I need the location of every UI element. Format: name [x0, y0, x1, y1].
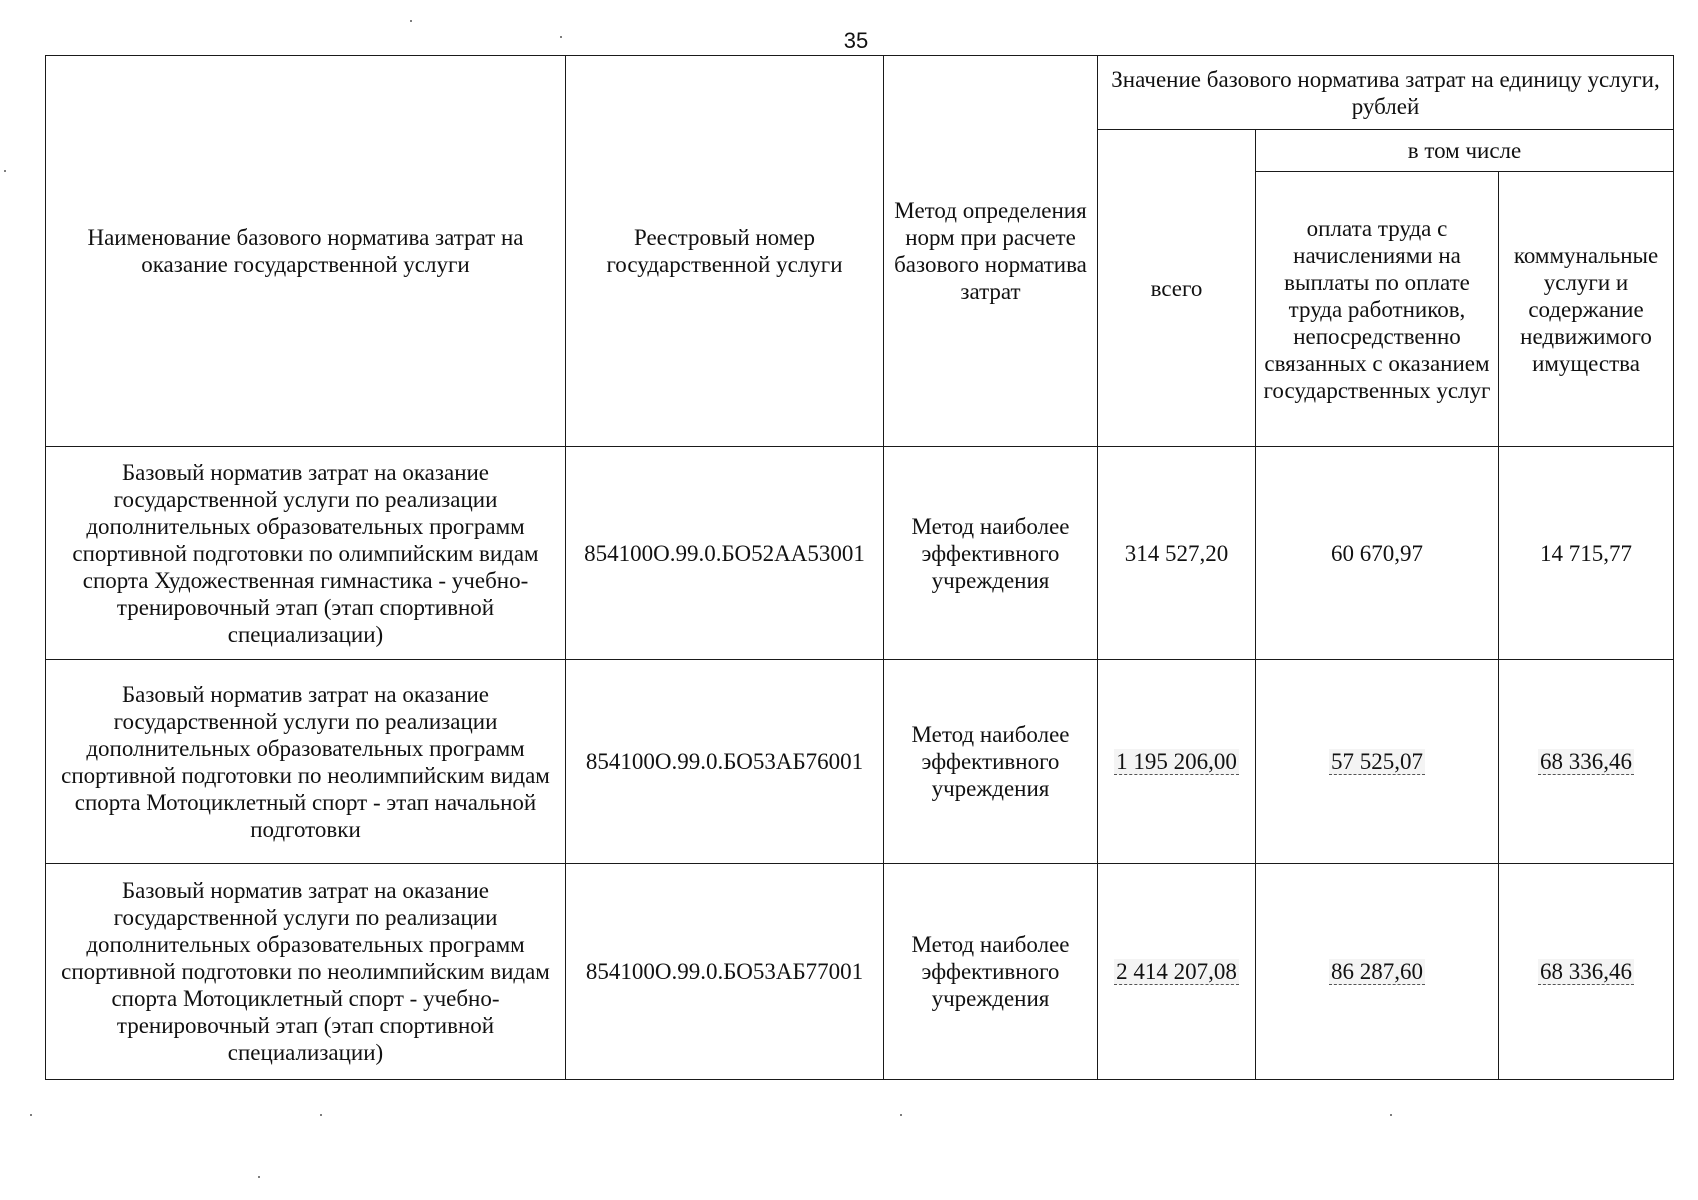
- cell-total: [1098, 864, 1256, 1080]
- header-registry-number: Реестровый номер государственной услуги: [566, 56, 884, 447]
- cell-registry-number: 854100О.99.0.БО53АБ77001: [566, 864, 884, 1080]
- cell-total: [1098, 447, 1256, 660]
- header-total: всего: [1098, 130, 1256, 447]
- scan-speck: [560, 36, 562, 38]
- cell-utilities: [1499, 660, 1674, 864]
- cell-method: Метод наиболее эффективного учреждения: [884, 864, 1098, 1080]
- header-value-group: Значение базового норматива затрат на единицу услуги, рублей: [1098, 56, 1674, 130]
- value-total: 314 527,20: [1124, 540, 1229, 566]
- scan-speck: [30, 1114, 32, 1116]
- cell-salary: [1256, 447, 1499, 660]
- scan-speck: [900, 1114, 902, 1116]
- cell-name: Базовый норматив затрат на оказание государственной услуги по реализации дополнительных образовательных программ спортивной подготовки по неолимпийским видам спорта Мотоциклетный спорт - учебно-тренировочный этап (этап спортивной специализации): [46, 864, 566, 1080]
- table-row: [46, 864, 1674, 1080]
- value-utilities: 68 336,46: [1540, 749, 1632, 774]
- cell-registry-number: 854100О.99.0.БО52АА53001: [566, 447, 884, 660]
- scan-speck: [320, 1114, 322, 1116]
- cell-name: Базовый норматив затрат на оказание государственной услуги по реализации дополнительных образовательных программ спортивной подготовки по олимпийским видам спорта Художественная гимнастика - учебно-тренировочный этап (этап спортивной специализации): [46, 447, 566, 660]
- scan-speck: [4, 170, 6, 172]
- cell-method: Метод наиболее эффективного учреждения: [884, 447, 1098, 660]
- scan-speck: [1390, 1114, 1392, 1116]
- cell-utilities: [1499, 447, 1674, 660]
- value-total: 1 195 206,00: [1116, 749, 1237, 774]
- cell-salary: [1256, 864, 1499, 1080]
- value-utilities: 14 715,77: [1540, 540, 1632, 566]
- header-name: Наименование базового норматива затрат на оказание государственной услуги: [46, 56, 566, 447]
- cell-registry-number: 854100О.99.0.БО53АБ76001: [566, 660, 884, 864]
- cell-utilities: [1499, 864, 1674, 1080]
- table-row: [46, 447, 1674, 660]
- cost-norms-table: [45, 55, 1674, 1080]
- cell-total: [1098, 660, 1256, 864]
- header-including: в том числе: [1256, 130, 1674, 172]
- header-salary: оплата труда с начислениями на выплаты по оплате труда работников, непосредственно связанных с оказанием государственных услуг: [1256, 172, 1499, 447]
- value-salary: 57 525,07: [1331, 749, 1423, 774]
- header-utilities: коммунальные услуги и содержание недвижимого имущества: [1499, 172, 1674, 447]
- value-utilities: 68 336,46: [1540, 959, 1632, 984]
- cell-name: Базовый норматив затрат на оказание государственной услуги по реализации дополнительных образовательных программ спортивной подготовки по неолимпийским видам спорта Мотоциклетный спорт - этап начальной подготовки: [46, 660, 566, 864]
- cell-method: Метод наиболее эффективного учреждения: [884, 660, 1098, 864]
- scan-speck: [410, 20, 412, 22]
- header-row: [46, 56, 1674, 130]
- page-number: 35: [843, 28, 869, 53]
- value-salary: 60 670,97: [1331, 540, 1423, 566]
- table-row: [46, 660, 1674, 864]
- scan-speck: [258, 1176, 260, 1178]
- cell-salary: [1256, 660, 1499, 864]
- value-salary: 86 287,60: [1331, 959, 1423, 984]
- header-method: Метод определения норм при расчете базового норматива затрат: [884, 56, 1098, 447]
- value-total: 2 414 207,08: [1116, 959, 1237, 984]
